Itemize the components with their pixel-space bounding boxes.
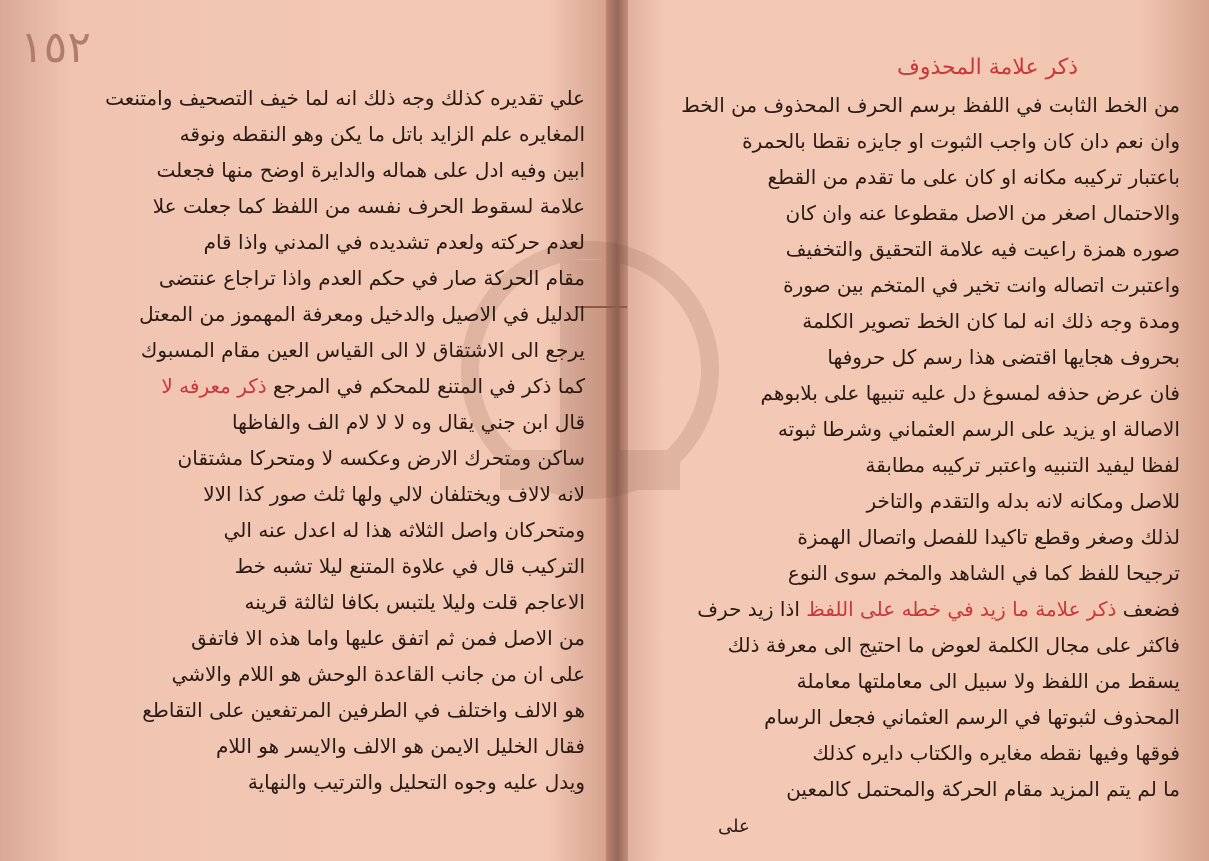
left-line: ومتحركان واصل الثلاثه هذا له اعدل عنه الي <box>223 518 585 542</box>
left-line: لعدم حركته ولعدم تشديده في المدني واذا قام <box>203 230 585 254</box>
right-line: من الخط الثابت في اللفظ برسم الحرف المحذوف من الخط <box>681 93 1180 117</box>
left-line: علي تقديره كذلك وجه ذلك انه لما خيف التصحيف وامتنعت <box>105 86 585 110</box>
right-line: ومدة وجه ذلك انه لما كان الخط تصوير الكلمة <box>802 309 1180 333</box>
left-line: هو الالف واختلف في الطرفين المرتفعين على التقاطع <box>142 698 585 722</box>
left-line: فقال الخليل الايمن هو الالف والايسر هو اللام <box>215 734 585 758</box>
left-page <box>12 8 609 856</box>
right-line-text: فضعف <box>1122 597 1180 621</box>
left-line-text: كما ذكر في المتنع للمحكم في المرجع <box>273 374 585 398</box>
right-line: صوره همزة راعيت فيه علامة التحقيق والتخفيف <box>785 237 1180 261</box>
left-line: من الاصل فمن ثم اتفق عليها واما هذه الا فاتفق <box>191 626 585 650</box>
right-line: فان عرض حذفه لمسوغ دل عليه تنبيها على بلابوهم <box>760 381 1180 405</box>
right-line: لفظا ليفيد التنبيه واعتبر تركيبه مطابقة <box>865 453 1180 477</box>
right-line: فوقها وفيها نقطه مغايره والكتاب دايره كذلك <box>812 741 1180 765</box>
left-line: ساكن ومتحرك الارض وعكسه لا ومتحركا مشتقان <box>177 446 585 470</box>
section-rubric: ذكر علامة ما زيد في خطه على اللفظ <box>806 597 1117 621</box>
right-line: فاكثر على مجال الكلمة لعوض ما احتيج الى معرفة ذلك <box>727 633 1180 657</box>
left-line: علامة لسقوط الحرف نفسه من اللفظ كما جعلت علا <box>152 194 585 218</box>
right-line: ما لم يتم المزيد مقام الحركة والمحتمل كالمعين <box>786 777 1180 801</box>
left-line: الدليل في الاصيل والدخيل ومعرفة المهموز من المعتل <box>139 302 585 326</box>
left-line: قال ابن جني يقال وه لا لا لام الف والفاظها <box>232 410 585 434</box>
left-line: التركيب قال في علاوة المتنع ليلا تشبه خط <box>234 554 585 578</box>
left-line: على ان من جانب القاعدة الوحش هو اللام والاشي <box>171 662 585 686</box>
right-line-tail: اذا زيد حرف <box>697 597 800 621</box>
book-gutter <box>606 0 628 861</box>
left-line: ويدل عليه وجوه التحليل والترتيب والنهاية <box>247 770 585 794</box>
left-line: يرجع الى الاشتقاق لا الى القياس العين مقام المسبوك <box>140 338 585 362</box>
right-line: باعتبار تركيبه مكانه او كان على ما تقدم من القطع <box>767 165 1180 189</box>
left-line: الاعاجم قلت وليلا يلتبس بكافا لثالثة قرينه <box>244 590 585 614</box>
right-line: للاصل ومكانه لانه بدله والتقدم والتاخر <box>866 489 1180 513</box>
right-line: واعتبرت اتصاله وانت تخير في المتخم بين صورة <box>783 273 1180 297</box>
left-line-with-rubric <box>77 371 585 401</box>
left-line: مقام الحركة صار في حكم العدم واذا تراجاع عنتضى <box>158 266 585 290</box>
right-line: المحذوف لثبوتها في الرسم العثماني فجعل الرسام <box>764 705 1180 729</box>
folio-number: ١٥٢ <box>20 22 91 73</box>
right-line: والاحتمال اصغر من الاصل مقطوعا عنه وان كان <box>785 201 1180 225</box>
right-line: بحروف هجايها اقتضى هذا رسم كل حروفها <box>827 345 1180 369</box>
right-line: يسقط من اللفظ ولا سبيل الى معاملتها معاملة <box>796 669 1180 693</box>
right-line: وان نعم دان كان واجب الثبوت او جايزه نقطا بالحمرة <box>742 129 1180 153</box>
left-line: ابين وفيه ادل على هماله والدايرة اوضح منها فجعلت <box>156 158 585 182</box>
catchword: على <box>718 816 750 837</box>
left-line: المغايره علم الزايد باتل ما يكن وهو النقطه ونوقه <box>179 122 585 146</box>
section-heading: ذكر علامة المحذوف <box>897 55 1078 80</box>
section-rubric: ذكر معرفه لا <box>161 374 267 398</box>
left-line: لانه لالاف ويختلفان لالي ولها ثلث صور كذا الالا <box>203 482 585 506</box>
right-page <box>628 8 1198 856</box>
right-line: الاصالة او يزيد على الرسم العثماني وشرطا ثبوته <box>777 417 1180 441</box>
right-line-with-rubric <box>670 594 1180 624</box>
right-line: ترجيحا للفظ كما في الشاهد والمخم سوى النوع <box>787 561 1180 585</box>
right-line: لذلك وصغر وقطع تاكيدا للفصل واتصال الهمزة <box>797 525 1180 549</box>
